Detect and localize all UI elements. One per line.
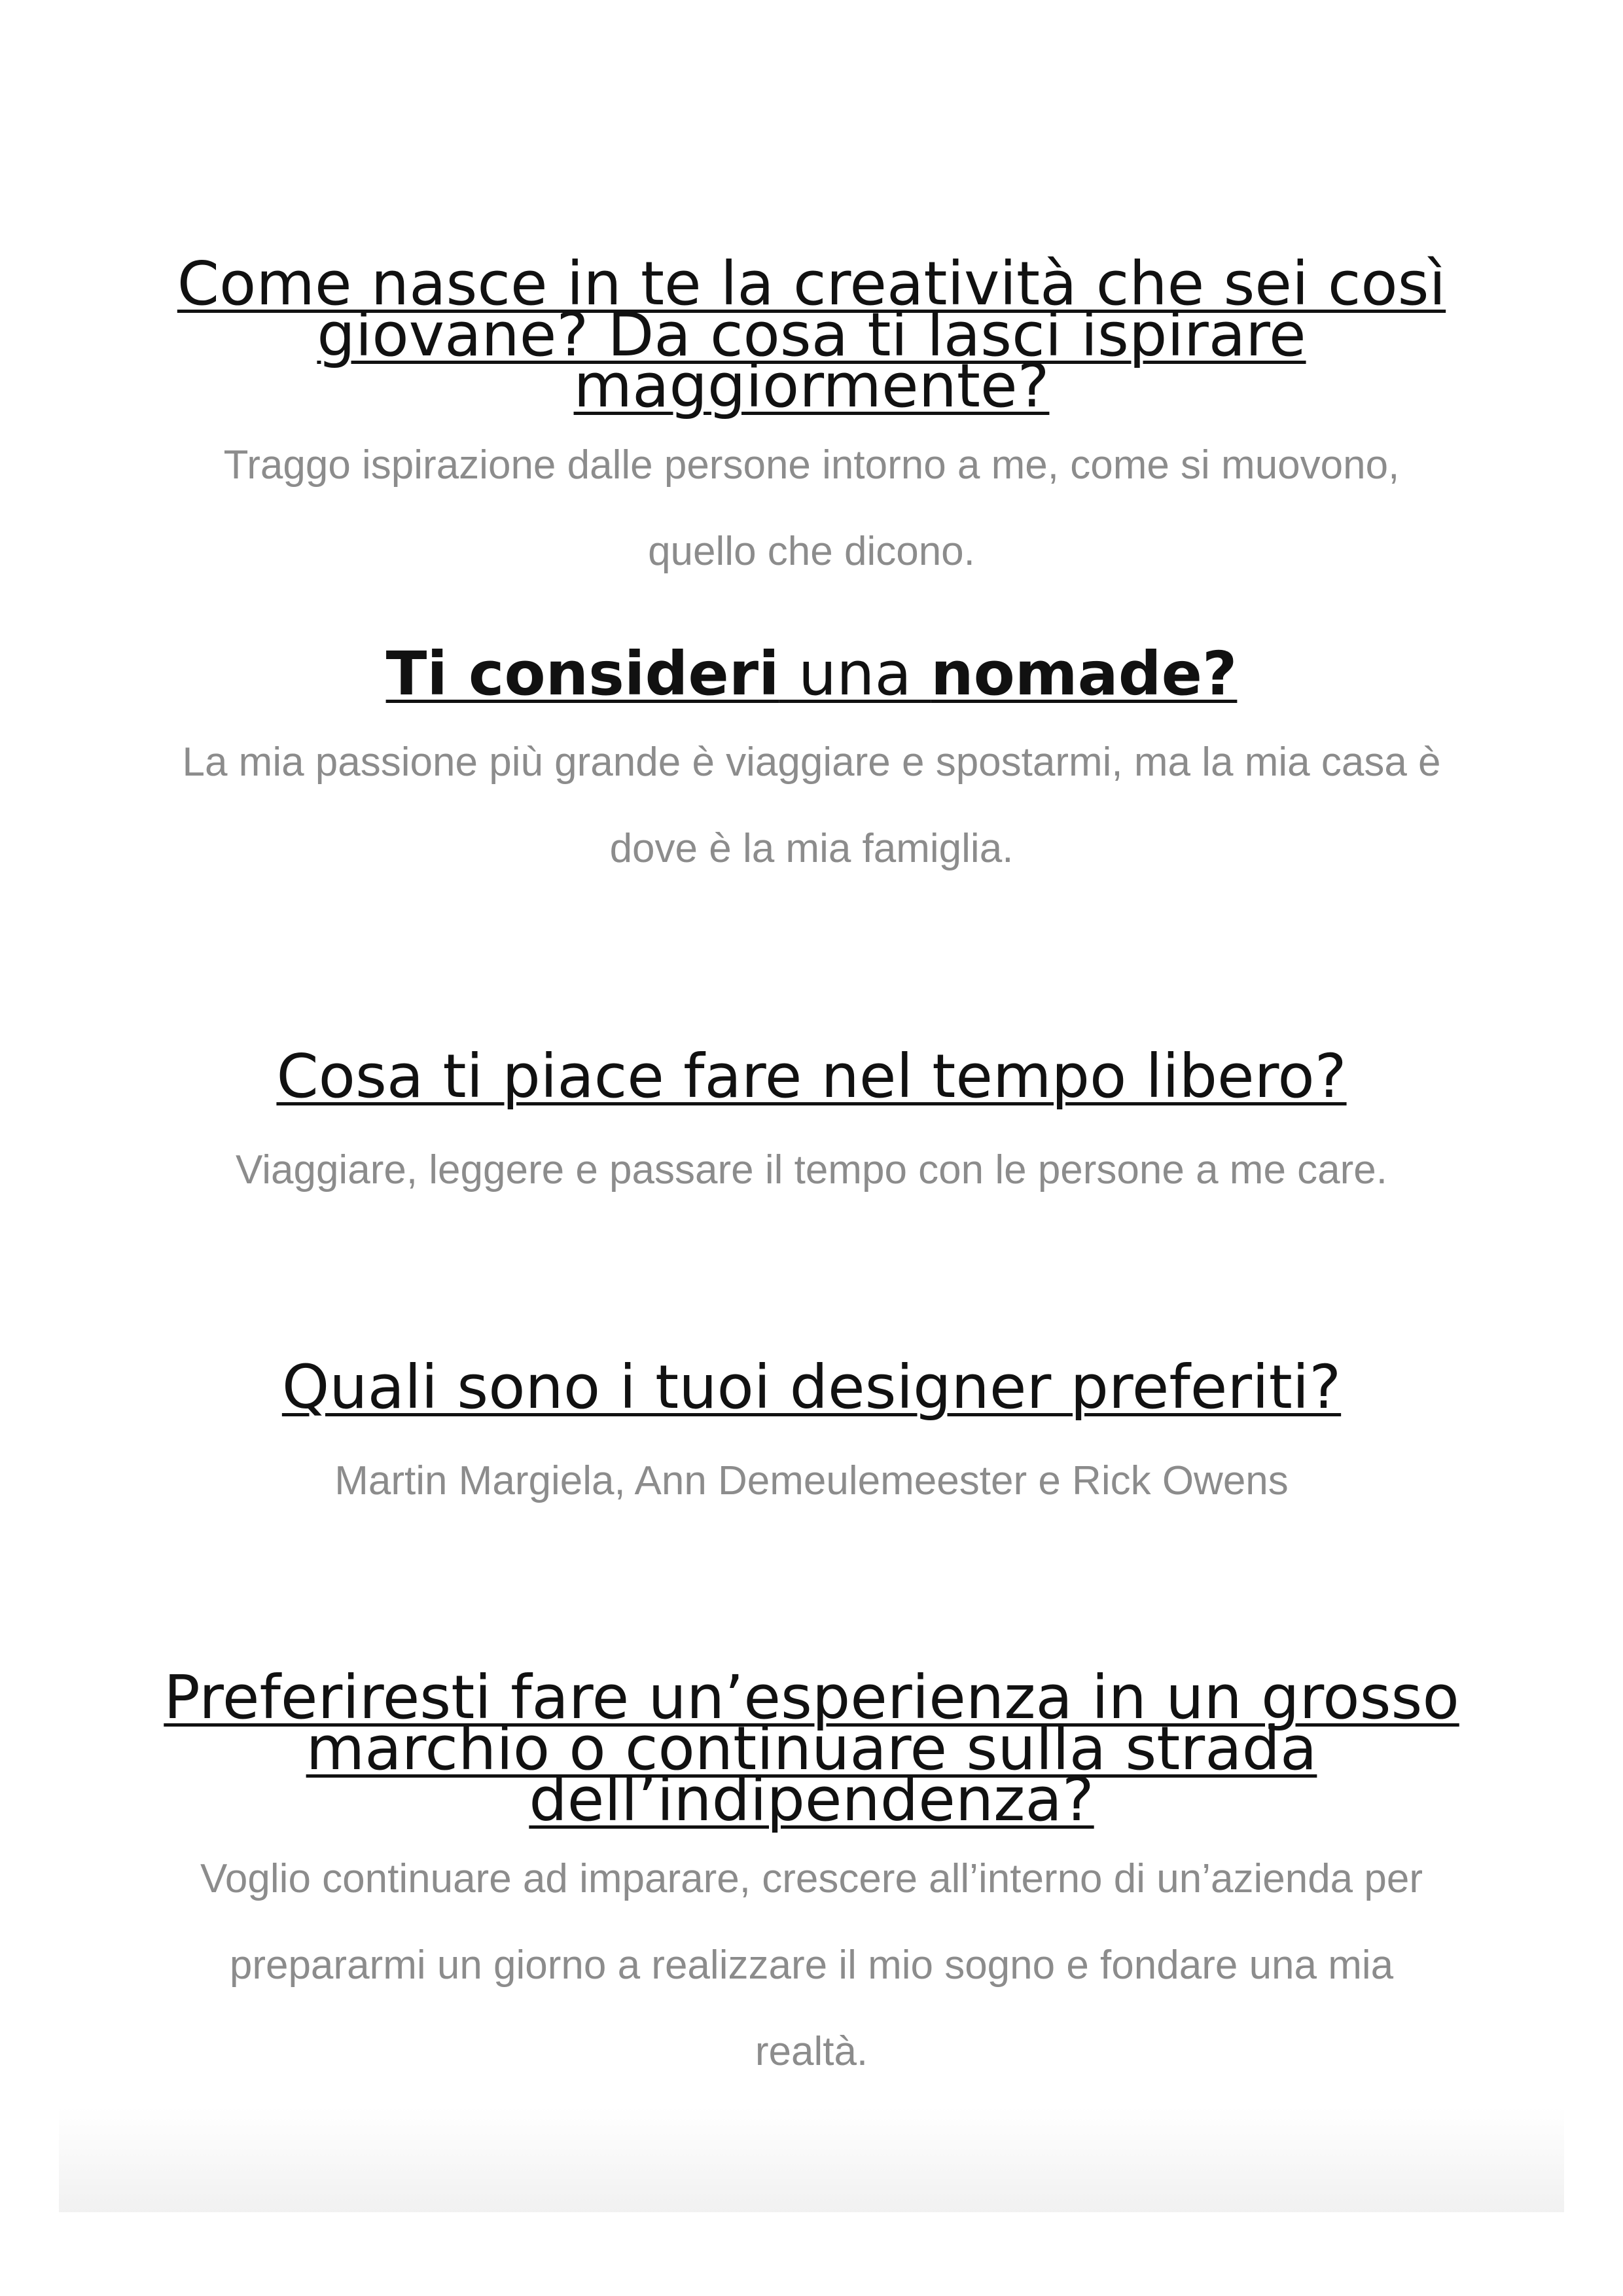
qa-item-nomad bbox=[59, 638, 1564, 892]
answer-text: Traggo ispirazione dalle persone intorno a me, come si muovono, quello che dicono. bbox=[223, 442, 1400, 574]
question-heading bbox=[59, 638, 1564, 710]
qa-item-free-time bbox=[59, 1041, 1564, 1213]
question-bold-part: nomade? bbox=[931, 639, 1238, 709]
answer-text: Martin Margiela, Ann Demeulemeester e Rick Owens bbox=[334, 1458, 1289, 1503]
question-heading: Quali sono i tuoi designer preferiti? bbox=[281, 1352, 1342, 1422]
interview-page bbox=[59, 0, 1564, 2212]
question-heading: Cosa ti piace fare nel tempo libero? bbox=[276, 1041, 1347, 1111]
question-heading: Come nasce in te la creatività che sei così giovane? Da cosa ti lasci ispirare maggiormente? bbox=[177, 249, 1446, 421]
qa-item-creativity bbox=[59, 249, 1564, 595]
question-heading: Preferiresti fare un’esperienza in un grosso marchio o continuare sulla strada dell’indipendenza? bbox=[164, 1662, 1459, 1835]
answer-text: La mia passione più grande è viaggiare e spostarmi, ma la mia casa è dove è la mia famiglia. bbox=[182, 740, 1441, 871]
qa-item-independence bbox=[59, 1662, 1564, 2095]
question-regular-part: una bbox=[779, 639, 931, 709]
answer-text: Voglio continuare ad imparare, crescere all’interno di un’azienda per prepararmi un giorno a realizzare il mio sogno e fondare una mia realtà. bbox=[200, 1856, 1423, 2074]
qa-item-designers bbox=[59, 1352, 1564, 1524]
answer-text: Viaggiare, leggere e passare il tempo con le persone a me care. bbox=[235, 1147, 1387, 1193]
question-bold-part: Ti consideri bbox=[385, 639, 779, 709]
